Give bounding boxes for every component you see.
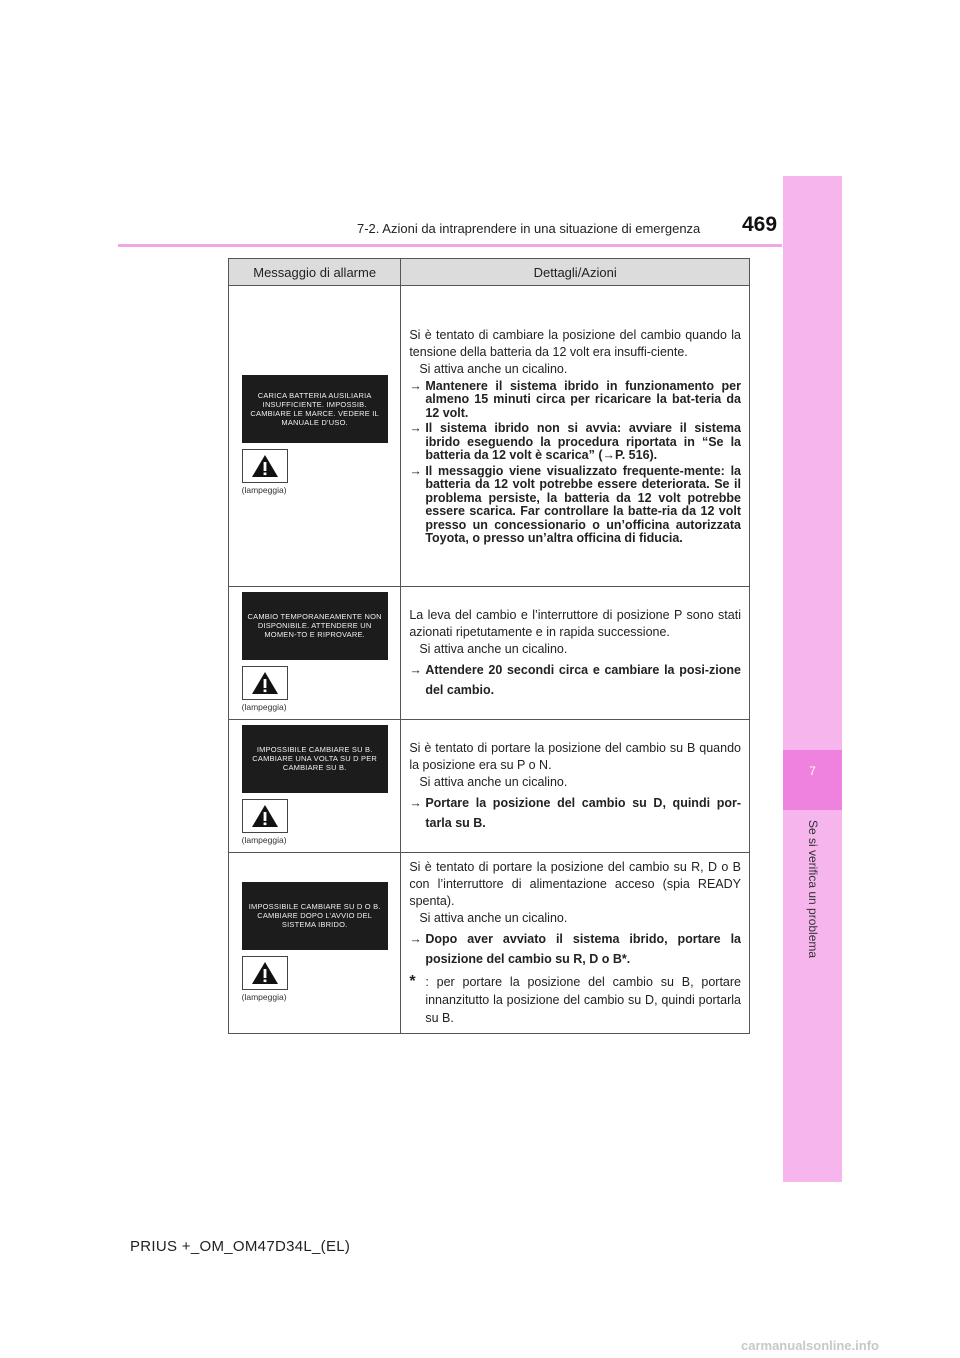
alarm-message-table (228, 258, 750, 1034)
action-item: → Il messaggio viene visualizzato frequente-mente: la batteria da 12 volt potrebbe essere deteriorata. Se il problema persiste, la batteria da 12 volt potrebbe essere scarica. Far controllare la batte-ria da 12 volt presso un concessionario o un’officina autorizzata Toyota, o presso un’altra officina di fiducia. (409, 463, 741, 545)
table-row (229, 853, 750, 1034)
action-item: → Attendere 20 secondi circa e cambiare la posi-zione del cambio. (409, 660, 741, 700)
arrow-icon: → (409, 795, 422, 810)
blink-label: (lampeggia) (241, 701, 287, 712)
footnote: * : per portare la posizione del cambio su B, portare innanzitutto la posizione del cambio su D, quindi portarla su B. (409, 973, 741, 1025)
chapter-title: Se si verifica un problema (806, 820, 820, 959)
page-number: 469 (742, 213, 778, 236)
message-cell (229, 286, 401, 587)
watermark: carmanualsonline.info (741, 1338, 879, 1353)
column-header-message: Messaggio di allarme (229, 259, 401, 286)
table-row (229, 587, 750, 720)
details-cell (401, 720, 750, 853)
description-text: Si è tentato di cambiare la posizione del cambio quando la tensione della batteria da 12 volt era insuffi-ciente. (409, 327, 741, 359)
action-item: → Dopo aver avviato il sistema ibrido, portare la posizione del cambio su R, D o B*. (409, 929, 741, 969)
table-row (229, 286, 750, 587)
description-text: Si è tentato di portare la posizione del cambio su R, D o B con l’interruttore di alimentazione acceso (spia READY spenta). (409, 860, 741, 908)
arrow-icon: → (409, 662, 422, 677)
arrow-icon: → (409, 378, 422, 393)
description-text: Si è tentato di portare la posizione del cambio su B quando la posizione era su P o N. (409, 740, 741, 772)
footnote-marker: * (409, 973, 416, 990)
arrow-icon: → (409, 421, 422, 435)
action-item: → Il sistema ibrido non si avvia: avviare il sistema ibrido eseguendo la procedura riportata in “Se la batteria da 12 volt è scarica” (→P. 516). (409, 421, 741, 462)
arrow-icon: → (409, 932, 422, 946)
arrow-icon: → (409, 463, 422, 478)
blink-label: (lampeggia) (241, 991, 287, 1002)
details-cell (401, 853, 750, 1034)
action-item: → Mantenere il sistema ibrido in funzionamento per almeno 15 minuti circa per ricaricare la bat-teria da 12 volt. (409, 378, 741, 420)
display-message: CAMBIO TEMPORANEAMENTE NON DISPONIBILE. ATTENDERE UN MOMEN-TO E RIPROVARE. (242, 592, 388, 660)
table-header-row (229, 259, 750, 286)
beep-text: Si attiva anche un cicalino. (419, 641, 568, 656)
description-text: La leva del cambio e l’interruttore di posizione P sono stati azionati ripetutamente e in rapida successione. (409, 607, 741, 639)
table-row (229, 720, 750, 853)
action-item: → Portare la posizione del cambio su D, quindi por-tarla su B. (409, 793, 741, 833)
blink-label: (lampeggia) (241, 484, 287, 495)
chapter-tab-marker (783, 750, 842, 810)
warning-triangle-icon (242, 956, 288, 990)
chapter-number: 7 (809, 764, 816, 778)
section-title: 7-2. Azioni da intraprendere in una situazione di emergenza (357, 221, 701, 236)
header-rule (118, 244, 782, 247)
warning-triangle-icon (242, 449, 288, 483)
details-cell (401, 587, 750, 720)
beep-text: Si attiva anche un cicalino. (419, 911, 568, 925)
blink-label: (lampeggia) (241, 834, 287, 845)
beep-text: Si attiva anche un cicalino. (419, 774, 568, 789)
message-cell (229, 720, 401, 853)
display-message: IMPOSSIBILE CAMBIARE SU D O B. CAMBIARE DOPO L’AVVIO DEL SISTEMA IBRIDO. (242, 882, 388, 950)
chapter-side-tab (783, 176, 842, 1182)
warning-triangle-icon (242, 799, 288, 833)
details-cell (401, 286, 750, 587)
display-message: IMPOSSIBILE CAMBIARE SU B. CAMBIARE UNA VOLTA SU D PER CAMBIARE SU B. (242, 725, 388, 793)
document-code: PRIUS +_OM_OM47D34L_(EL) (130, 1238, 351, 1255)
warning-triangle-icon (242, 666, 288, 700)
beep-text: Si attiva anche un cicalino. (419, 361, 568, 376)
message-cell (229, 587, 401, 720)
column-header-details: Dettagli/Azioni (401, 259, 750, 286)
message-cell (229, 853, 401, 1034)
display-message: CARICA BATTERIA AUSILIARIA INSUFFICIENTE. IMPOSSIB. CAMBIARE LE MARCE. VEDERE IL MANUALE D’USO. (242, 375, 388, 443)
